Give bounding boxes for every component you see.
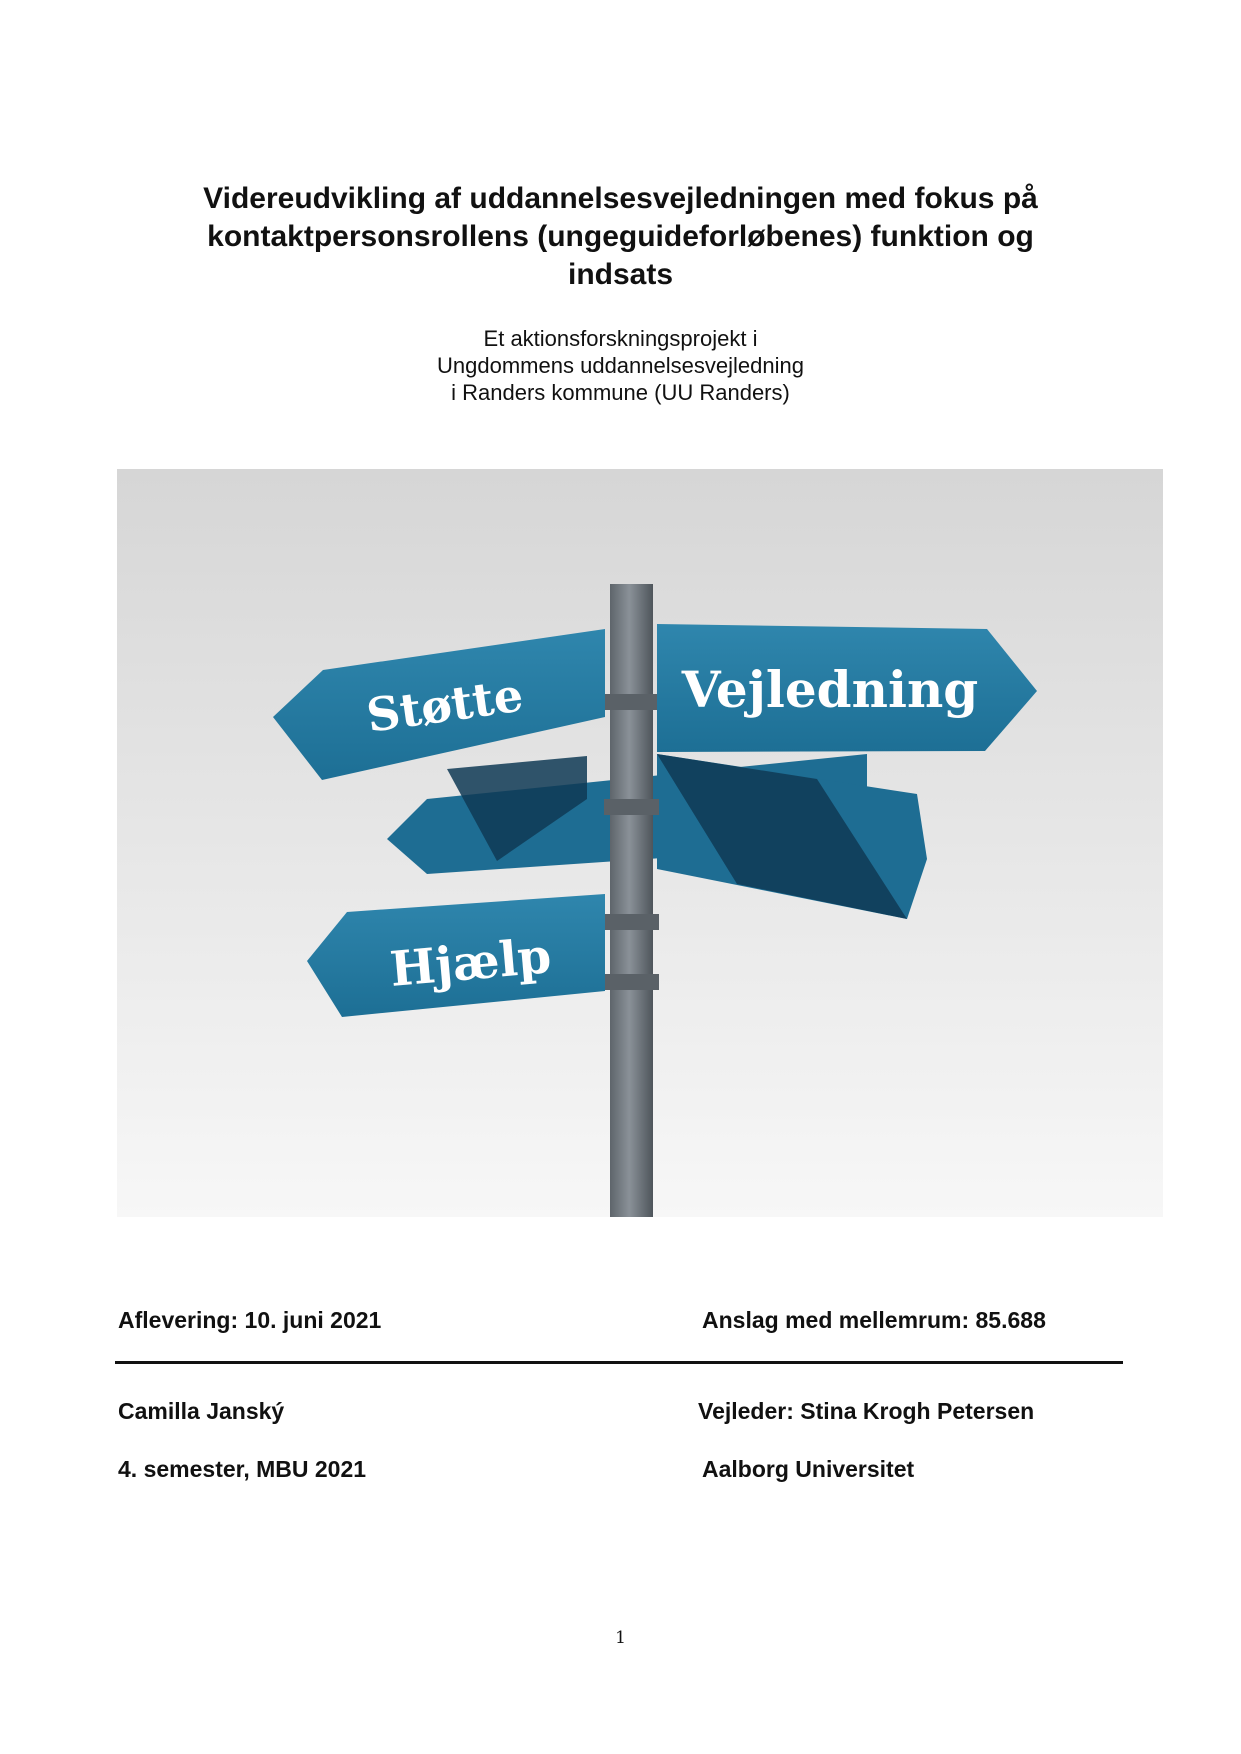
pole-clamp xyxy=(604,974,659,990)
sign-vejledning-label: Vejledning xyxy=(681,660,979,719)
pole-clamp xyxy=(604,694,659,710)
sign-hjaelp-label: Hjælp xyxy=(387,928,554,998)
semester-info: 4. semester, MBU 2021 xyxy=(118,1456,367,1482)
subtitle-line: Et aktionsforskningsprojekt i xyxy=(483,326,758,351)
page-number: 1 xyxy=(615,1628,626,1648)
signpost-pole xyxy=(610,584,653,1217)
sign-stotte-label: Støtte xyxy=(363,667,527,743)
author-name: Camilla Janský xyxy=(118,1398,285,1424)
subtitle-line: i Randers kommune (UU Randers) xyxy=(451,380,790,405)
subtitle-line: Ungdommens uddannelsesvejledning xyxy=(437,353,804,378)
title-line: kontaktpersonsrollens (ungeguideforløbenes) funktion og xyxy=(207,220,1034,253)
character-count: Anslag med mellemrum: 85.688 xyxy=(702,1307,1046,1333)
submission-date: Aflevering: 10. juni 2021 xyxy=(118,1307,382,1333)
pole-clamp xyxy=(604,914,659,930)
university-name: Aalborg Universitet xyxy=(702,1456,915,1482)
supervisor-name: Vejleder: Stina Krogh Petersen xyxy=(698,1398,1035,1424)
divider-line xyxy=(115,1361,1123,1364)
title-line: indsats xyxy=(567,258,674,291)
cover-signpost-image xyxy=(117,469,1163,1217)
document-subtitle xyxy=(230,325,1011,406)
pole-clamp xyxy=(604,799,659,815)
title-line: Videreudvikling af uddannelsesvejledningen med fokus på xyxy=(203,182,1038,215)
document-title xyxy=(130,180,1111,294)
